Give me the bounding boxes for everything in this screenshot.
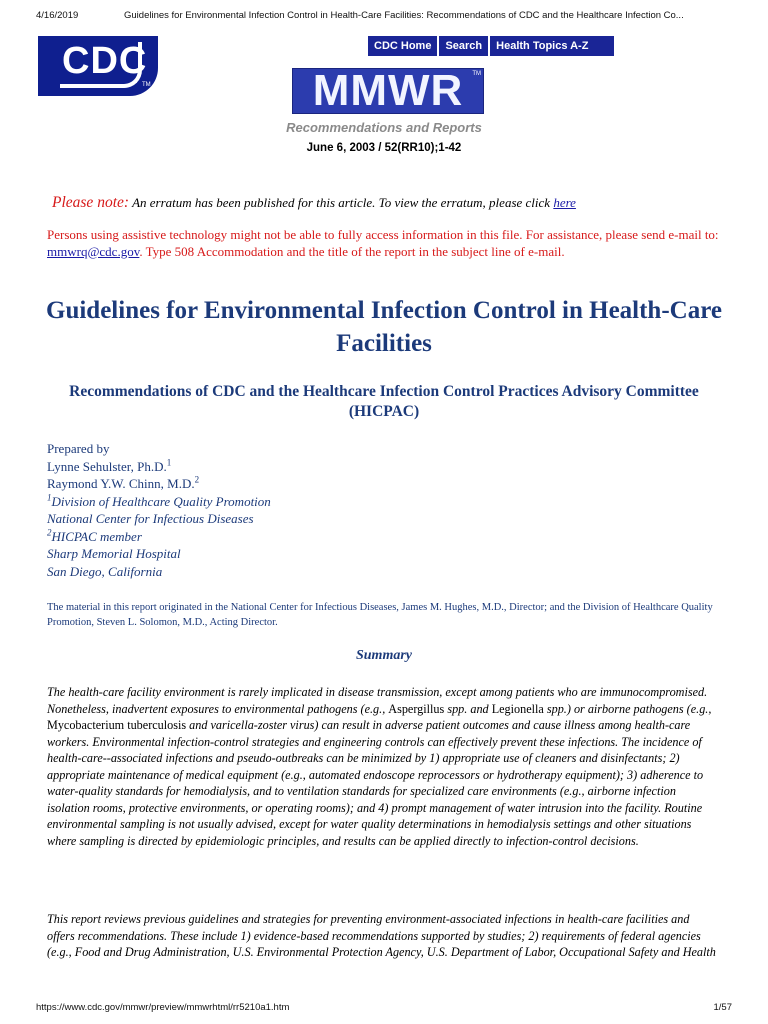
nav-cdc-home[interactable]: CDC Home [368, 36, 439, 56]
erratum-note [52, 194, 732, 212]
cdc-logo-text: CDC [62, 40, 148, 82]
mmwr-logo-tm: TM [472, 71, 481, 77]
series-name: Recommendations and Reports [286, 120, 482, 135]
top-nav [368, 36, 614, 56]
print-page-number: 1/57 [713, 1002, 732, 1013]
author-2: Raymond Y.W. Chinn, M.D.$^2$ [47, 474, 200, 491]
mmwr-logo-text: MMWR [312, 66, 464, 115]
access-text-after: Type 508 Accommodation and the title of the report in the subject line of e-mail. [145, 243, 565, 259]
affiliation-2-line-2: Sharp Memorial Hospital [47, 546, 181, 561]
affiliation-1-line-2: National Center for Infectious Diseases [47, 511, 254, 526]
print-date: 4/16/2019 [36, 10, 79, 21]
prepared-by: Prepared by [47, 441, 110, 456]
note-text: An erratum has been published for this article. To view the erratum, please click [132, 195, 551, 210]
note-label: Please note: [52, 194, 130, 211]
print-header [36, 10, 732, 24]
email-link[interactable]: mmwrq@cdc.gov [47, 243, 140, 259]
affiliation-2: $^2$HICPAC member [47, 527, 142, 544]
affiliation-2-line-3: San Diego, California [47, 563, 163, 579]
print-title: Guidelines for Environmental Infection Control in Health-Care Facilities: Recommendations of CDC and the Healthcare Infection Co... [124, 10, 684, 21]
author-1: Lynne Sehulster, Ph.D.$^1$ [47, 457, 172, 474]
page-title: Guidelines for Environmental Infection Control in Health-Care Facilities [46, 297, 722, 357]
print-url: https://www.cdc.gov/mmwr/preview/mmwrhtml/rr5210a1.htm [36, 1002, 290, 1013]
print-footer [36, 1002, 732, 1016]
summary-heading: Summary [355, 648, 412, 663]
origin-statement: The material in this report originated in the National Center for Infectious Diseases, James M. Hughes, M.D., Director; and the Division of Healthcare Quality Promotion, Steven L. Solomon, M.D., Acting Director. [47, 602, 713, 628]
summary-paragraph-2: This report reviews previous guidelines and strategies for preventing environment-associated infections in health-care facilities and offers recommendations. These include 1) evidence-based recommendations supported by studies; 2) requirements of federal agencies (e.g., Food and Drug Administration, U.S. Environmental Protection Agency, U.S. Department of Labor, Occupational Safety and Health [47, 912, 716, 959]
page-subtitle: Recommendations of CDC and the Healthcare Infection Control Practices Advisory Committee (HICPAC) [69, 383, 699, 420]
access-text-before: Persons using assistive technology might not be able to fully access information in this file. For assistance, please send e-mail to: [47, 227, 719, 242]
authors-block [47, 440, 647, 580]
cdc-logo-tm: TM [142, 82, 151, 88]
affiliation-1: $^1$Division of Healthcare Quality Promotion [47, 492, 271, 509]
erratum-link[interactable]: here [553, 195, 576, 210]
cdc-logo[interactable] [38, 36, 158, 96]
nav-search[interactable]: Search [439, 36, 490, 56]
accessibility-notice: Persons using assistive technology might not be able to fully access information in this file. For assistance, please send e-mail to: mmwrq@cdc.gov. Type 508 Accommodation and the title of the report in the subject line of e-mail. [47, 227, 719, 259]
mmwr-logo[interactable] [292, 68, 484, 114]
issue-info: June 6, 2003 / 52(RR10);1-42 [306, 142, 462, 154]
nav-health-topics[interactable]: Health Topics A-Z [496, 40, 589, 52]
summary-paragraph-1: The health-care facility environment is rarely implicated in disease transmission, except among patients who are immunocompromised. Nonetheless, inadvertent exposures to environmental pathogens (e.g., Aspergillus spp. and Legionella spp.) or airborne pathogens (e.g., Mycobacterium tuberculosis and varicella-zoster virus) can result in adverse patient outcomes and cause illness among health-care workers. Environmental infection-control strategies and engineering controls can effectively prevent these infections. The incidence of health-care--associated infections and pseudo-outbreaks can be minimized by 1) appropriate use of cleaners and disinfectants; 2) appropriate maintenance of medical equipment (e.g., automated endoscope reprocessors or hydrotherapy equipment); 3) adherence to water-quality standards for hemodialysis, and to ventilation standards for specialized care environments (e.g., airborne infection isolation rooms, protective environments, or operating rooms); and 4) prompt management of water intrusion into the facility. Routine environmental sampling is not usually advised, except for water quality determinations in hemodialysis settings and other situations where sampling is directed by epidemiologic principles, and results can be applied directly to infection-control decisions. [47, 685, 712, 848]
